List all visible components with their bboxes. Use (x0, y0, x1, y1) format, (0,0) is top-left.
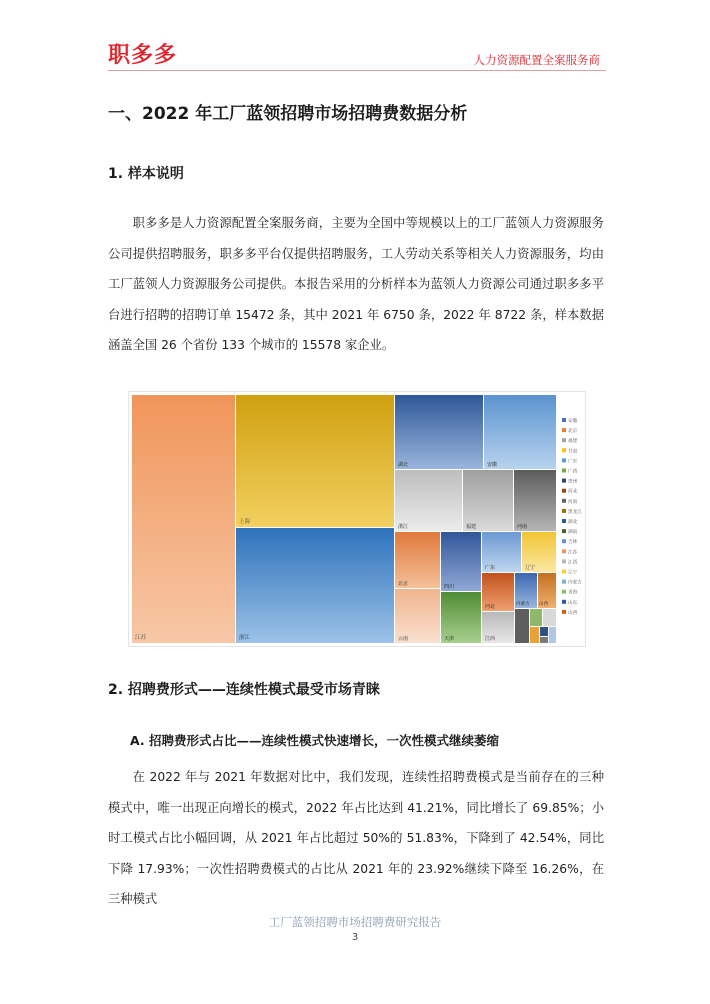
tile-small-1 (515, 609, 529, 643)
legend-label: 吉林 (568, 540, 578, 546)
legend-label: 湖南 (568, 530, 578, 536)
tile-henan (514, 470, 556, 531)
tile-jiangsu (132, 395, 235, 643)
legend-label: 山西 (568, 610, 578, 616)
treemap-figure (128, 391, 586, 647)
legend-label: 甘肃 (568, 449, 578, 455)
legend-swatch (562, 469, 566, 473)
sample-paragraph-text: 职多多是人力资源配置全案服务商，主要为全国中等规模以上的工厂蓝领人力资源服务公司提供招聘服务，职多多平台仅提供招聘服务，工人劳动关系等相关人力资源服务，均由工厂蓝领人力资源服务公司提供。本报告采用的分析样本为蓝领人力资源公司通过职多多平台进行招聘的招聘订单 15472 条，其中 2021 年 6750 条，2022 年 8722 条，样本数据涵盖全国 26 个省份 133 个城市的 15578 家企业。 (108, 216, 604, 352)
legend-swatch (562, 448, 566, 452)
legend-swatch (562, 458, 566, 462)
legend-label: 江苏 (568, 550, 578, 556)
fee-share-paragraph (108, 762, 604, 915)
tile-small-6 (549, 627, 556, 643)
legend-label: 黑龙江 (568, 509, 582, 515)
company-logo: 职多多 (108, 43, 178, 68)
section-heading-fee-form: 2. 招聘费形式——连续性模式最受市场青睐 (108, 682, 380, 698)
tile-label-guangdong: 广东 (485, 565, 496, 571)
legend-swatch (562, 539, 566, 543)
legend-swatch (562, 499, 566, 503)
legend-swatch (562, 559, 566, 563)
legend-label: 福建 (568, 439, 578, 445)
sample-paragraph (108, 208, 604, 361)
legend-label: 青海 (568, 590, 578, 596)
legend-swatch (562, 418, 566, 422)
legend-label: 内蒙古 (568, 580, 582, 586)
tile-small-3 (543, 609, 556, 626)
page-title: 一、2022 年工厂蓝领招聘市场招聘费数据分析 (108, 104, 468, 124)
tile-fujian (463, 470, 513, 531)
tile-small-7 (540, 637, 548, 643)
tile-label-yunnan: 云南 (398, 636, 409, 642)
tile-beijing (395, 532, 440, 588)
legend-swatch (562, 590, 566, 594)
legend-label: 山东 (568, 600, 578, 606)
tile-label-hebei: 河北 (485, 604, 496, 610)
legend-label: 广西 (568, 469, 578, 475)
tile-label-fujian: 福建 (466, 524, 477, 530)
legend-swatch (562, 438, 566, 442)
treemap-legend (562, 417, 582, 616)
header-divider (108, 70, 606, 71)
legend-label: 贵州 (568, 479, 578, 485)
tile-label-anhui: 安徽 (487, 462, 498, 468)
tile-zhejiang-2 (395, 470, 462, 531)
legend-swatch (562, 509, 566, 513)
tile-label-jiangsu: 江苏 (135, 635, 147, 641)
legend-swatch (562, 580, 566, 584)
tile-zhejiang (236, 528, 394, 643)
legend-swatch (562, 529, 566, 533)
legend-label: 北京 (568, 429, 578, 435)
page-number: 3 (351, 932, 359, 943)
tile-small-2 (530, 609, 542, 626)
legend-label: 湖北 (568, 520, 578, 525)
tile-shanghai (236, 395, 394, 527)
legend-swatch (562, 519, 566, 523)
section-heading-sample: 1. 样本说明 (108, 166, 184, 182)
treemap-chart (129, 392, 585, 646)
tile-hubei (395, 395, 483, 469)
legend-swatch (562, 600, 566, 604)
tile-small-5 (540, 627, 548, 636)
legend-swatch (562, 479, 566, 483)
legend-label: 广东 (568, 459, 578, 465)
header-tagline: 人力资源配置全案服务商 (473, 53, 600, 67)
legend-label: 江西 (568, 560, 578, 566)
fee-share-paragraph-text: 在 2022 年与 2021 年数据对比中，我们发现，连续性招聘费模式是当前存在的三种模式中，唯一出现正向增长的模式，2022 年占比达到 41.21%，同比增长了 69.85%；小时工模式占比小幅回调，从 2021 年占比超过 50%的 51.83%，下降到了 42.54%，同比下降 17.93%；一次性招聘费模式的占比从 2021 年的 23.92%继续下降至 16.26%，在三种模式 (108, 770, 604, 906)
legend-swatch (562, 489, 566, 493)
tile-yunnan (395, 589, 440, 643)
legend-swatch (562, 610, 566, 614)
legend-label: 安徽 (568, 419, 578, 424)
tile-label-shanghai: 上海 (239, 519, 251, 525)
legend-label: 河南 (568, 499, 578, 505)
tile-label-sichuan: 四川 (444, 584, 455, 590)
tile-label-jiangxi: 江西 (485, 636, 496, 642)
tile-label-zhejiang: 浙江 (239, 635, 251, 641)
tile-label-beijing: 北京 (398, 581, 409, 587)
tile-label-hubei: 湖北 (398, 462, 409, 468)
tile-label-neimenggu: 内蒙古 (516, 602, 530, 607)
tile-label-shanxi: 山西 (539, 602, 548, 607)
legend-label: 河北 (568, 489, 578, 495)
tile-label-tianjin: 天津 (444, 636, 455, 642)
legend-swatch (562, 428, 566, 432)
legend-swatch (562, 570, 566, 574)
tile-label-liaoning: 辽宁 (525, 565, 536, 571)
tile-label-zhejiang-2: 浙江 (398, 524, 409, 530)
legend-swatch (562, 549, 566, 553)
subsection-heading-fee-share: A. 招聘费形式占比——连续性模式快速增长，一次性模式继续萎缩 (130, 733, 500, 748)
tile-small-4 (530, 627, 539, 643)
tile-label-henan: 河南 (517, 524, 528, 530)
footer-report-title: 工厂蓝领招聘市场招聘费研究报告 (268, 915, 442, 929)
legend-label: 辽宁 (568, 570, 578, 576)
tile-sichuan (441, 532, 481, 591)
tile-anhui (484, 395, 556, 469)
